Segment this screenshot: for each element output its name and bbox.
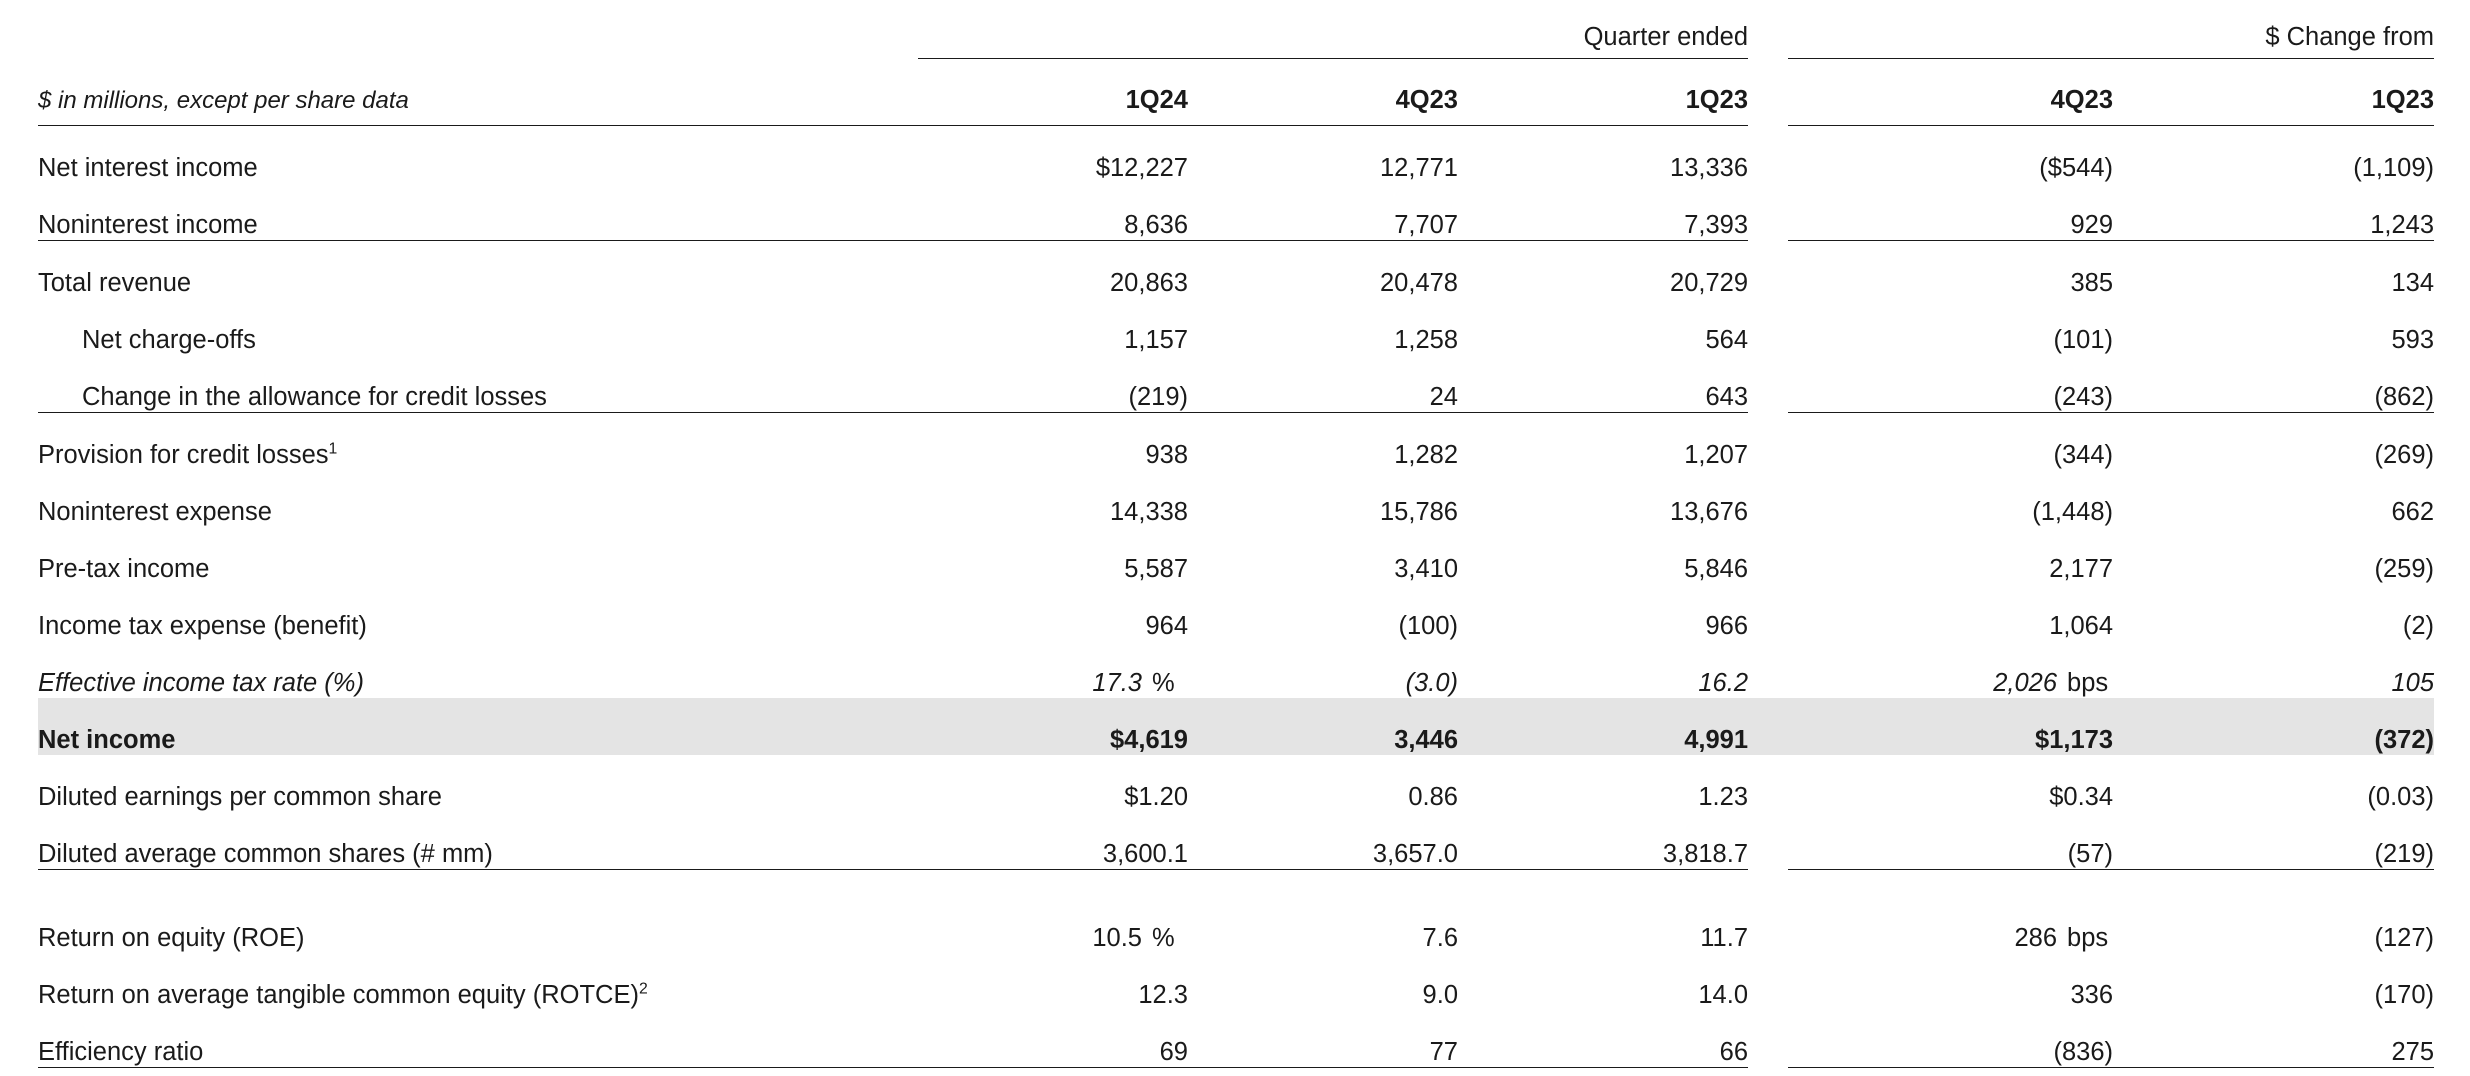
row-label: Return on average tangible common equity (ROTCE)$^2$ <box>38 980 648 1009</box>
cell-change-1q23: (1,109) <box>2353 154 2435 182</box>
header-gap <box>1748 0 1788 59</box>
row-label: Provision for credit losses$^1$ <box>38 440 338 469</box>
cell-4q23: 15,786 <box>1380 498 1458 526</box>
cell-change-4q23: ($544) <box>2039 154 2114 182</box>
cell-1q24: 14,338 <box>1110 498 1188 526</box>
cell-1q23: 11.7 <box>1700 924 1749 952</box>
col-header-1q23-quarter: 1Q23 <box>1685 86 1749 114</box>
row-label: Noninterest expense <box>38 498 272 526</box>
cell-4q23: 1,282 <box>1394 441 1458 469</box>
cell-change-1q23: (269) <box>2374 441 2435 469</box>
row-label: Pre-tax income <box>38 555 210 583</box>
cell-change-4q23: (243) <box>1788 355 2113 413</box>
value-unit: % <box>1152 669 1175 697</box>
cell-change-1q23: 1,243 <box>2113 183 2434 241</box>
cell-1q24: 69 <box>918 1010 1188 1068</box>
cell-4q23: (100) <box>1398 612 1458 640</box>
cell-change-4q23: (57) <box>1788 812 2113 870</box>
column-gap <box>1748 641 1788 698</box>
cell-change-4q23: $1,173 <box>1788 698 2113 755</box>
table-row <box>38 641 2434 698</box>
cell-1q23: 5,846 <box>1684 555 1749 583</box>
cell-4q23: 9.0 <box>1422 981 1458 1009</box>
header-spacer <box>38 0 918 59</box>
cell-1q23: 13,676 <box>1670 498 1749 526</box>
cell-4q23: 3,657.0 <box>1188 812 1458 870</box>
cell-change-1q23: (170) <box>2374 981 2435 1009</box>
table-row <box>38 470 2434 527</box>
cell-1q23: 14.0 <box>1698 981 1749 1009</box>
header-gap-2 <box>1748 59 1788 126</box>
cell-4q23: (3.0) <box>1405 669 1458 697</box>
table-row <box>38 527 2434 584</box>
cell-change-4q23: $0.34 <box>2049 783 2114 811</box>
cell-1q23: 16.2 <box>1698 669 1749 697</box>
column-gap <box>1748 896 1788 953</box>
col-header-1q23-change: 1Q23 <box>2371 86 2435 114</box>
table-row <box>38 812 2434 870</box>
cell-4q23: 12,771 <box>1380 154 1458 182</box>
cell-1q23: 4,991 <box>1458 698 1748 755</box>
row-label: Effective income tax rate (%) <box>38 669 364 697</box>
cell-change-1q23: 662 <box>2391 498 2435 526</box>
cell-1q23: 564 <box>1705 326 1749 354</box>
column-gap <box>1748 241 1788 299</box>
row-label: Diluted earnings per common share <box>38 783 442 811</box>
cell-change-4q23: (101) <box>2053 326 2114 354</box>
cell-change-4q23: (344) <box>2053 441 2114 469</box>
table-row <box>38 241 2434 299</box>
cell-change-4q23: 929 <box>1788 183 2113 241</box>
table-row <box>38 298 2434 355</box>
table-row <box>38 584 2434 641</box>
value-unit: % <box>1152 924 1175 952</box>
section-spacer <box>38 870 2434 897</box>
table-row <box>38 896 2434 953</box>
header-group-quarter: Quarter ended <box>918 0 1748 59</box>
cell-1q23: 3,818.7 <box>1458 812 1748 870</box>
column-gap <box>1748 126 1788 184</box>
table-row <box>38 755 2434 812</box>
cell-change-4q23: 2,026 bps <box>1788 641 2113 698</box>
header-group-change: $ Change from <box>1788 0 2434 59</box>
cell-4q23: 3,410 <box>1394 555 1458 583</box>
cell-change-1q23: (127) <box>2374 924 2435 952</box>
table-row <box>38 126 2434 184</box>
table-row <box>38 355 2434 413</box>
cell-1q24: 12.3 <box>1138 981 1188 1009</box>
cell-change-1q23: (862) <box>2113 355 2434 413</box>
value-unit: bps <box>2067 924 2109 952</box>
table-row <box>38 413 2434 471</box>
cell-change-4q23: (1,448) <box>2032 498 2114 526</box>
cell-1q24: 20,863 <box>1110 269 1188 297</box>
column-gap <box>1748 527 1788 584</box>
column-gap <box>1748 1010 1788 1068</box>
column-gap <box>1748 755 1788 812</box>
fin-table <box>38 0 2434 1068</box>
col-header-4q23-quarter: 4Q23 <box>1395 86 1458 114</box>
cell-change-4q23: 1,064 <box>2049 612 2114 640</box>
column-gap <box>1748 298 1788 355</box>
cell-change-1q23: 593 <box>2391 326 2435 354</box>
cell-change-4q23: 286 bps <box>1788 896 2113 953</box>
row-label: Income tax expense (benefit) <box>38 612 367 640</box>
row-label: Net interest income <box>38 154 258 182</box>
header-group-row <box>38 0 2434 59</box>
cell-change-1q23: (0.03) <box>2367 783 2435 811</box>
cell-1q23: 1.23 <box>1698 783 1749 811</box>
value-unit: bps <box>2067 669 2109 697</box>
cell-4q23: 7,707 <box>1188 183 1458 241</box>
row-label: Diluted average common shares (# mm) <box>38 812 918 870</box>
table-row <box>38 183 2434 241</box>
row-label: Total revenue <box>38 269 192 297</box>
cell-1q23: 966 <box>1705 612 1749 640</box>
column-gap <box>1748 584 1788 641</box>
cell-change-4q23: 336 <box>2070 981 2114 1009</box>
cell-1q24: 8,636 <box>918 183 1188 241</box>
cell-1q24: 17.3 % <box>918 641 1188 698</box>
cell-change-4q23: (836) <box>1788 1010 2113 1068</box>
cell-4q23: 20,478 <box>1380 269 1458 297</box>
cell-change-4q23: 385 <box>2070 269 2114 297</box>
cell-1q23: 20,729 <box>1670 269 1749 297</box>
cell-4q23: 0.86 <box>1408 783 1458 811</box>
cell-change-1q23: (2) <box>2402 612 2435 640</box>
col-header-4q23-change: 4Q23 <box>2050 86 2114 114</box>
row-label: Return on equity (ROE) <box>38 924 305 952</box>
footnote-marker: 1 <box>328 440 338 458</box>
row-label: Change in the allowance for credit losses <box>38 355 918 413</box>
cell-change-1q23: (259) <box>2374 555 2435 583</box>
header-sub-row <box>38 59 2434 126</box>
cell-1q23: 7,393 <box>1458 183 1748 241</box>
cell-1q24: $1.20 <box>1124 783 1188 811</box>
row-label: Noninterest income <box>38 183 918 241</box>
cell-1q23: 1,207 <box>1684 441 1749 469</box>
cell-change-1q23: 105 <box>2391 669 2435 697</box>
cell-1q24: 938 <box>1145 441 1188 469</box>
cell-4q23: 7.6 <box>1422 924 1458 952</box>
cell-change-1q23: 275 <box>2113 1010 2434 1068</box>
cell-change-1q23: (219) <box>2113 812 2434 870</box>
row-label: Net income <box>38 698 918 755</box>
units-note: $ in millions, except per share data <box>38 87 409 114</box>
cell-change-4q23: 2,177 <box>2049 555 2114 583</box>
cell-1q24: 964 <box>1145 612 1188 640</box>
row-label: Net charge-offs <box>82 326 256 354</box>
cell-change-1q23: 134 <box>2391 269 2435 297</box>
column-gap <box>1748 470 1788 527</box>
cell-1q24: (219) <box>918 355 1188 413</box>
cell-4q23: 77 <box>1188 1010 1458 1068</box>
cell-1q24: 3,600.1 <box>918 812 1188 870</box>
cell-1q24: 1,157 <box>1124 326 1188 354</box>
column-gap <box>1748 413 1788 471</box>
cell-1q24: $4,619 <box>918 698 1188 755</box>
footnote-marker: 2 <box>638 980 648 998</box>
column-gap <box>1748 812 1788 870</box>
cell-1q24: 5,587 <box>1124 555 1188 583</box>
column-gap <box>1748 355 1788 413</box>
cell-4q23: 1,258 <box>1394 326 1458 354</box>
col-header-1q24-quarter: 1Q24 <box>1125 86 1188 114</box>
cell-4q23: 3,446 <box>1188 698 1458 755</box>
cell-1q23: 13,336 <box>1670 154 1749 182</box>
cell-1q23: 66 <box>1458 1010 1748 1068</box>
column-gap <box>1748 698 1788 755</box>
cell-1q23: 643 <box>1458 355 1748 413</box>
row-label: Efficiency ratio <box>38 1010 918 1068</box>
cell-1q24: $12,227 <box>1095 154 1188 182</box>
table-row <box>38 698 2434 755</box>
column-gap <box>1748 183 1788 241</box>
cell-4q23: 24 <box>1188 355 1458 413</box>
table-row <box>38 1010 2434 1068</box>
cell-change-1q23: (372) <box>2113 698 2434 755</box>
cell-1q24: 10.5 % <box>918 896 1188 953</box>
table-row <box>38 953 2434 1010</box>
column-gap <box>1748 953 1788 1010</box>
